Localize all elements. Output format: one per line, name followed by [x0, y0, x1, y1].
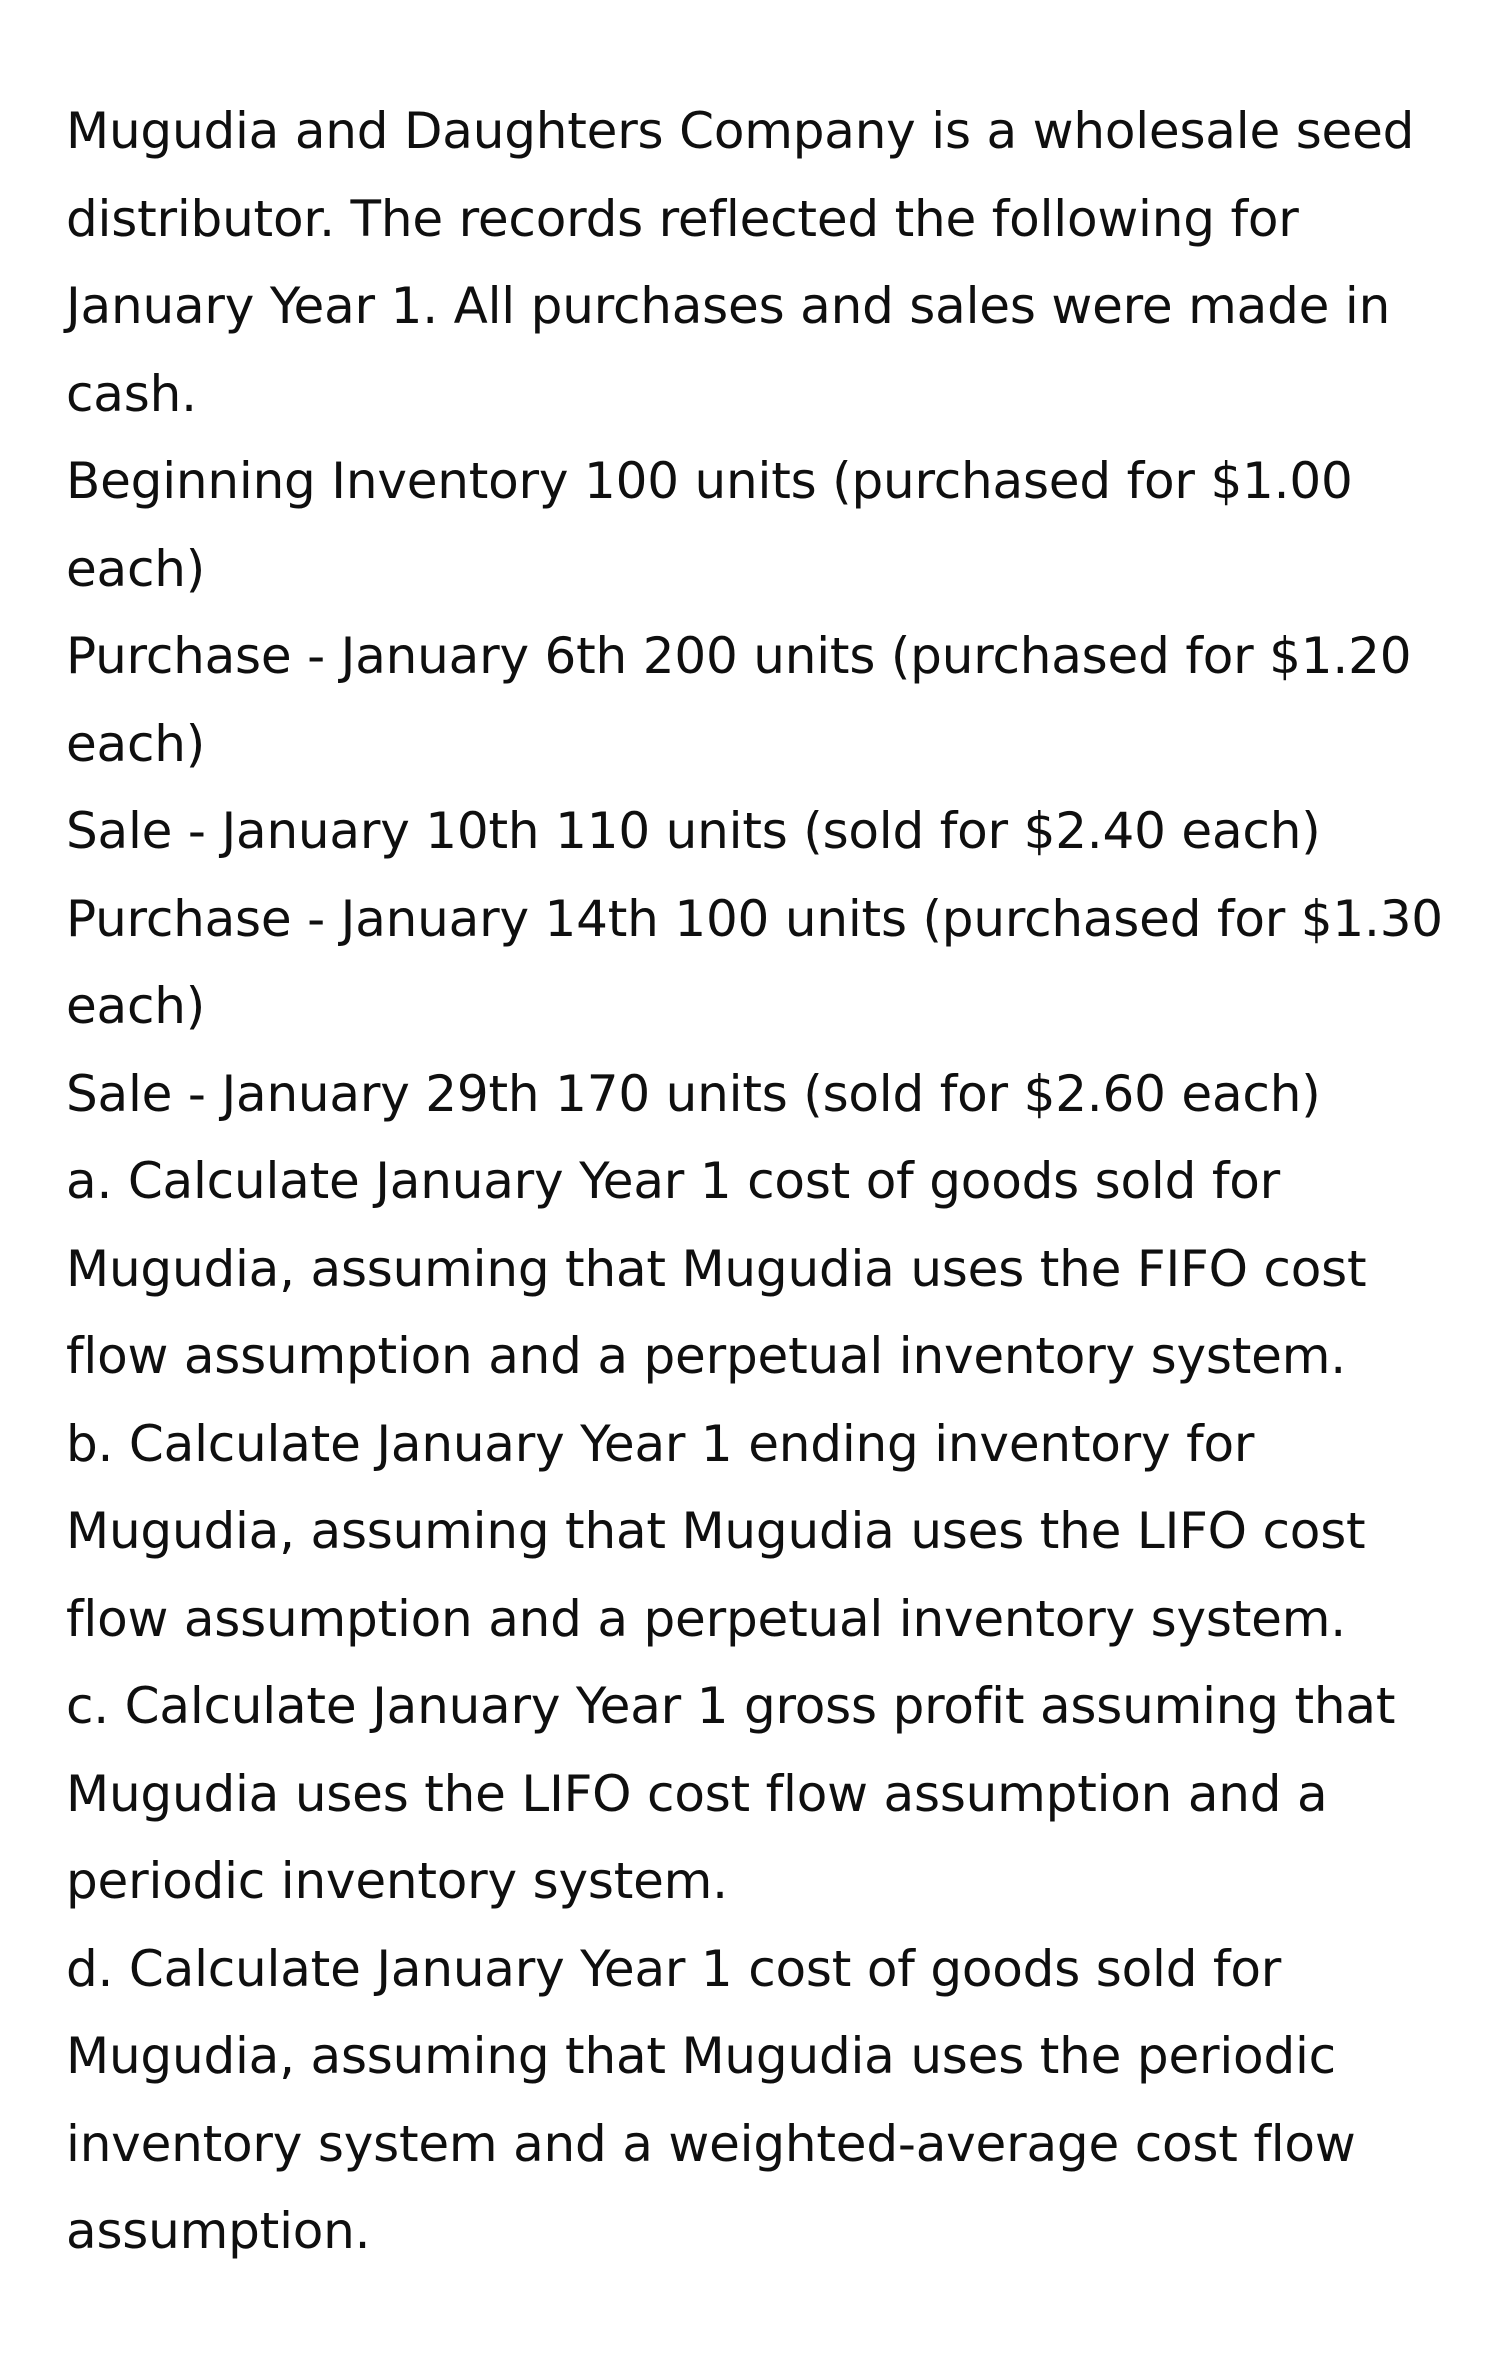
transaction-sale-jan-10: Sale - January 10th 110 units (sold for $2.40 each): [66, 802, 1321, 860]
transaction-purchase-jan-14: Purchase - January 14th 100 units (purchased for $1.30 each): [66, 889, 1443, 1035]
intro-paragraph: Mugudia and Daughters Company is a wholesale seed distributor. The records reflected the following for January Year 1. All purchases and sales were made in cash.: [66, 102, 1415, 423]
transaction-purchase-jan-6: Purchase - January 6th 200 units (purchased for $1.20 each): [66, 627, 1412, 773]
question-c: c. Calculate January Year 1 gross profit assuming that Mugudia uses the LIFO cost flow assumption and a periodic inventory system.: [66, 1677, 1396, 1910]
question-a: a. Calculate January Year 1 cost of goods sold for Mugudia, assuming that Mugudia uses the FIFO cost flow assumption and a perpetual inventory system.: [66, 1152, 1367, 1385]
question-b: b. Calculate January Year 1 ending inventory for Mugudia, assuming that Mugudia uses the LIFO cost flow assumption and a perpetual inventory system.: [66, 1414, 1366, 1648]
question-d: d. Calculate January Year 1 cost of goods sold for Mugudia, assuming that Mugudia uses the periodic inventory system and a weighted-average cost flow assumption.: [66, 1939, 1356, 2260]
transaction-sale-jan-29: Sale - January 29th 170 units (sold for $2.60 each): [66, 1064, 1321, 1123]
transaction-beginning-inventory: Beginning Inventory 100 units (purchased for $1.00 each): [66, 452, 1353, 598]
problem-text: [66, 88, 1466, 2276]
